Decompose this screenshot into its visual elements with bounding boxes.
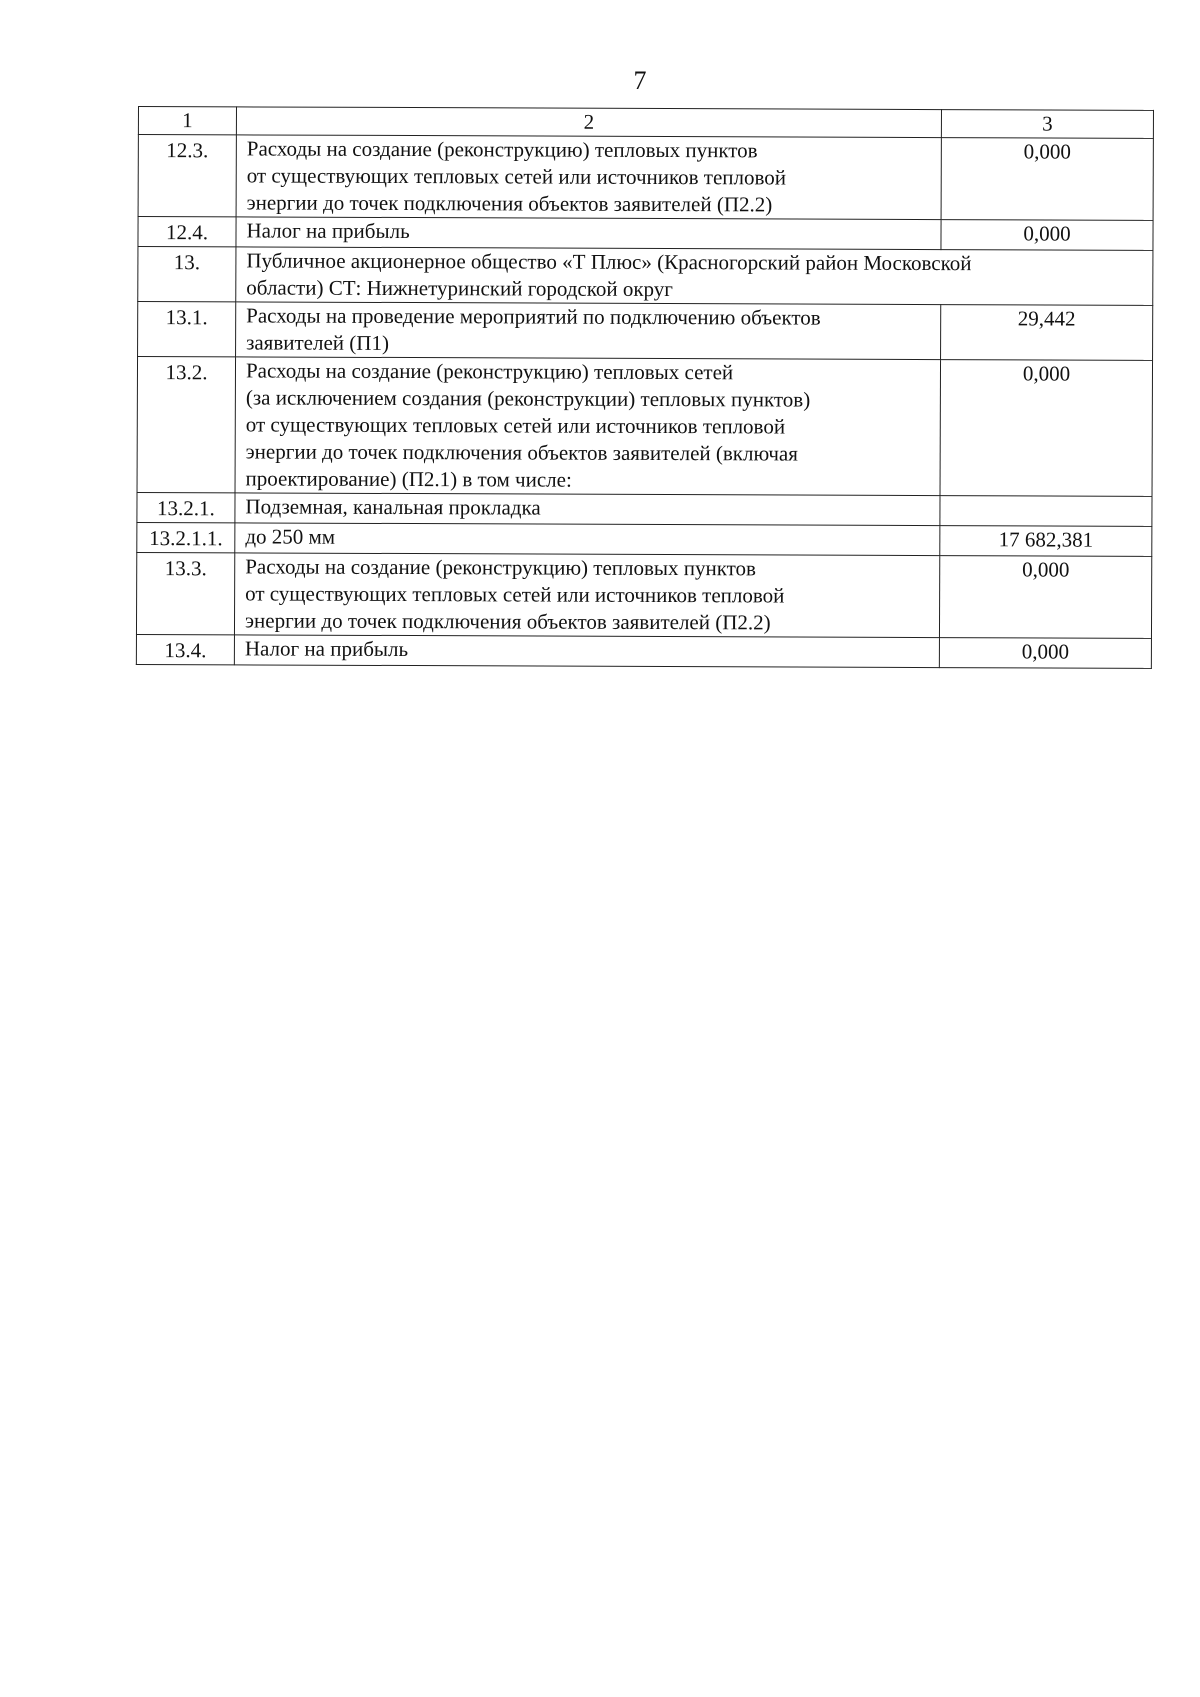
description-line: проектирование) (П2.1) в том числе: [245, 466, 572, 492]
row-description [234, 635, 939, 668]
table-row [138, 302, 1153, 361]
description-line: энергии до точек подключения объектов заявителей (П2.2) [246, 190, 773, 217]
row-number: 13.4. [136, 634, 234, 664]
row-value [940, 496, 1152, 527]
table-row [138, 247, 1153, 306]
description-line: Налог на прибыль [246, 218, 410, 244]
column-header-1: 1 [138, 107, 236, 135]
description-line: Расходы на проведение мероприятий по подключению объектов [246, 303, 821, 330]
row-value: 0,000 [939, 638, 1151, 669]
row-description [235, 523, 940, 556]
description-line: энергии до точек подключения объектов заявителей (включая [245, 439, 798, 466]
description-line: энергии до точек подключения объектов заявителей (П2.2) [244, 608, 771, 635]
description-line: от существующих тепловых сетей или источников тепловой [246, 163, 787, 190]
description-line: до 250 мм [245, 524, 336, 549]
row-number: 13.1. [138, 302, 236, 357]
table-header-row [138, 107, 1153, 139]
row-value: 0,000 [939, 556, 1151, 639]
cost-table [136, 106, 1154, 669]
table-row [138, 135, 1153, 221]
row-value: 0,000 [941, 138, 1153, 221]
row-description [234, 553, 939, 638]
row-value: 17 682,381 [940, 526, 1152, 557]
description-line: Расходы на создание (реконструкцию) тепловых пунктов [246, 136, 758, 163]
table-row [137, 357, 1153, 497]
table-row [136, 552, 1151, 638]
table-row [137, 522, 1152, 556]
description-line: Расходы на создание (реконструкцию) тепловых сетей [245, 358, 734, 385]
row-description [235, 357, 941, 496]
row-number: 13.2.1. [137, 492, 235, 522]
row-number: 13.2.1.1. [137, 522, 235, 552]
row-description [236, 135, 941, 220]
description-line: Расходы на создание (реконструкцию) тепловых пунктов [245, 554, 757, 581]
row-number: 13.2. [137, 357, 236, 493]
description-line: Публичное акционерное общество «Т Плюс» (Красногорский район Московской [246, 248, 972, 276]
row-value: 0,000 [941, 220, 1153, 251]
row-value: 0,000 [940, 360, 1153, 497]
row-description [236, 217, 941, 250]
table-row [136, 634, 1151, 668]
description-line: Налог на прибыль [244, 636, 409, 662]
description-line: области) СТ: Нижнетуринский городской округ [246, 275, 673, 302]
row-value: 29,442 [941, 305, 1153, 361]
description-line: Подземная, канальная прокладка [245, 494, 541, 520]
description-line: (за исключением создания (реконструкции) тепловых пунктов) [245, 385, 811, 412]
row-description [236, 302, 941, 360]
table-row [137, 492, 1152, 526]
row-number: 13.3. [136, 552, 234, 634]
row-description [235, 493, 940, 526]
page-number: 7 [633, 66, 647, 95]
row-number: 12.4. [138, 217, 236, 247]
table-row [138, 217, 1153, 251]
column-header-2: 2 [236, 107, 941, 138]
row-number: 12.3. [138, 135, 236, 217]
description-line: от существующих тепловых сетей или источников тепловой [245, 412, 786, 439]
row-description [236, 247, 1153, 306]
column-header-3: 3 [941, 110, 1153, 139]
description-line: от существующих тепловых сетей или источников тепловой [245, 581, 785, 608]
row-number: 13. [138, 247, 236, 302]
description-line: заявителей (П1) [246, 330, 390, 355]
